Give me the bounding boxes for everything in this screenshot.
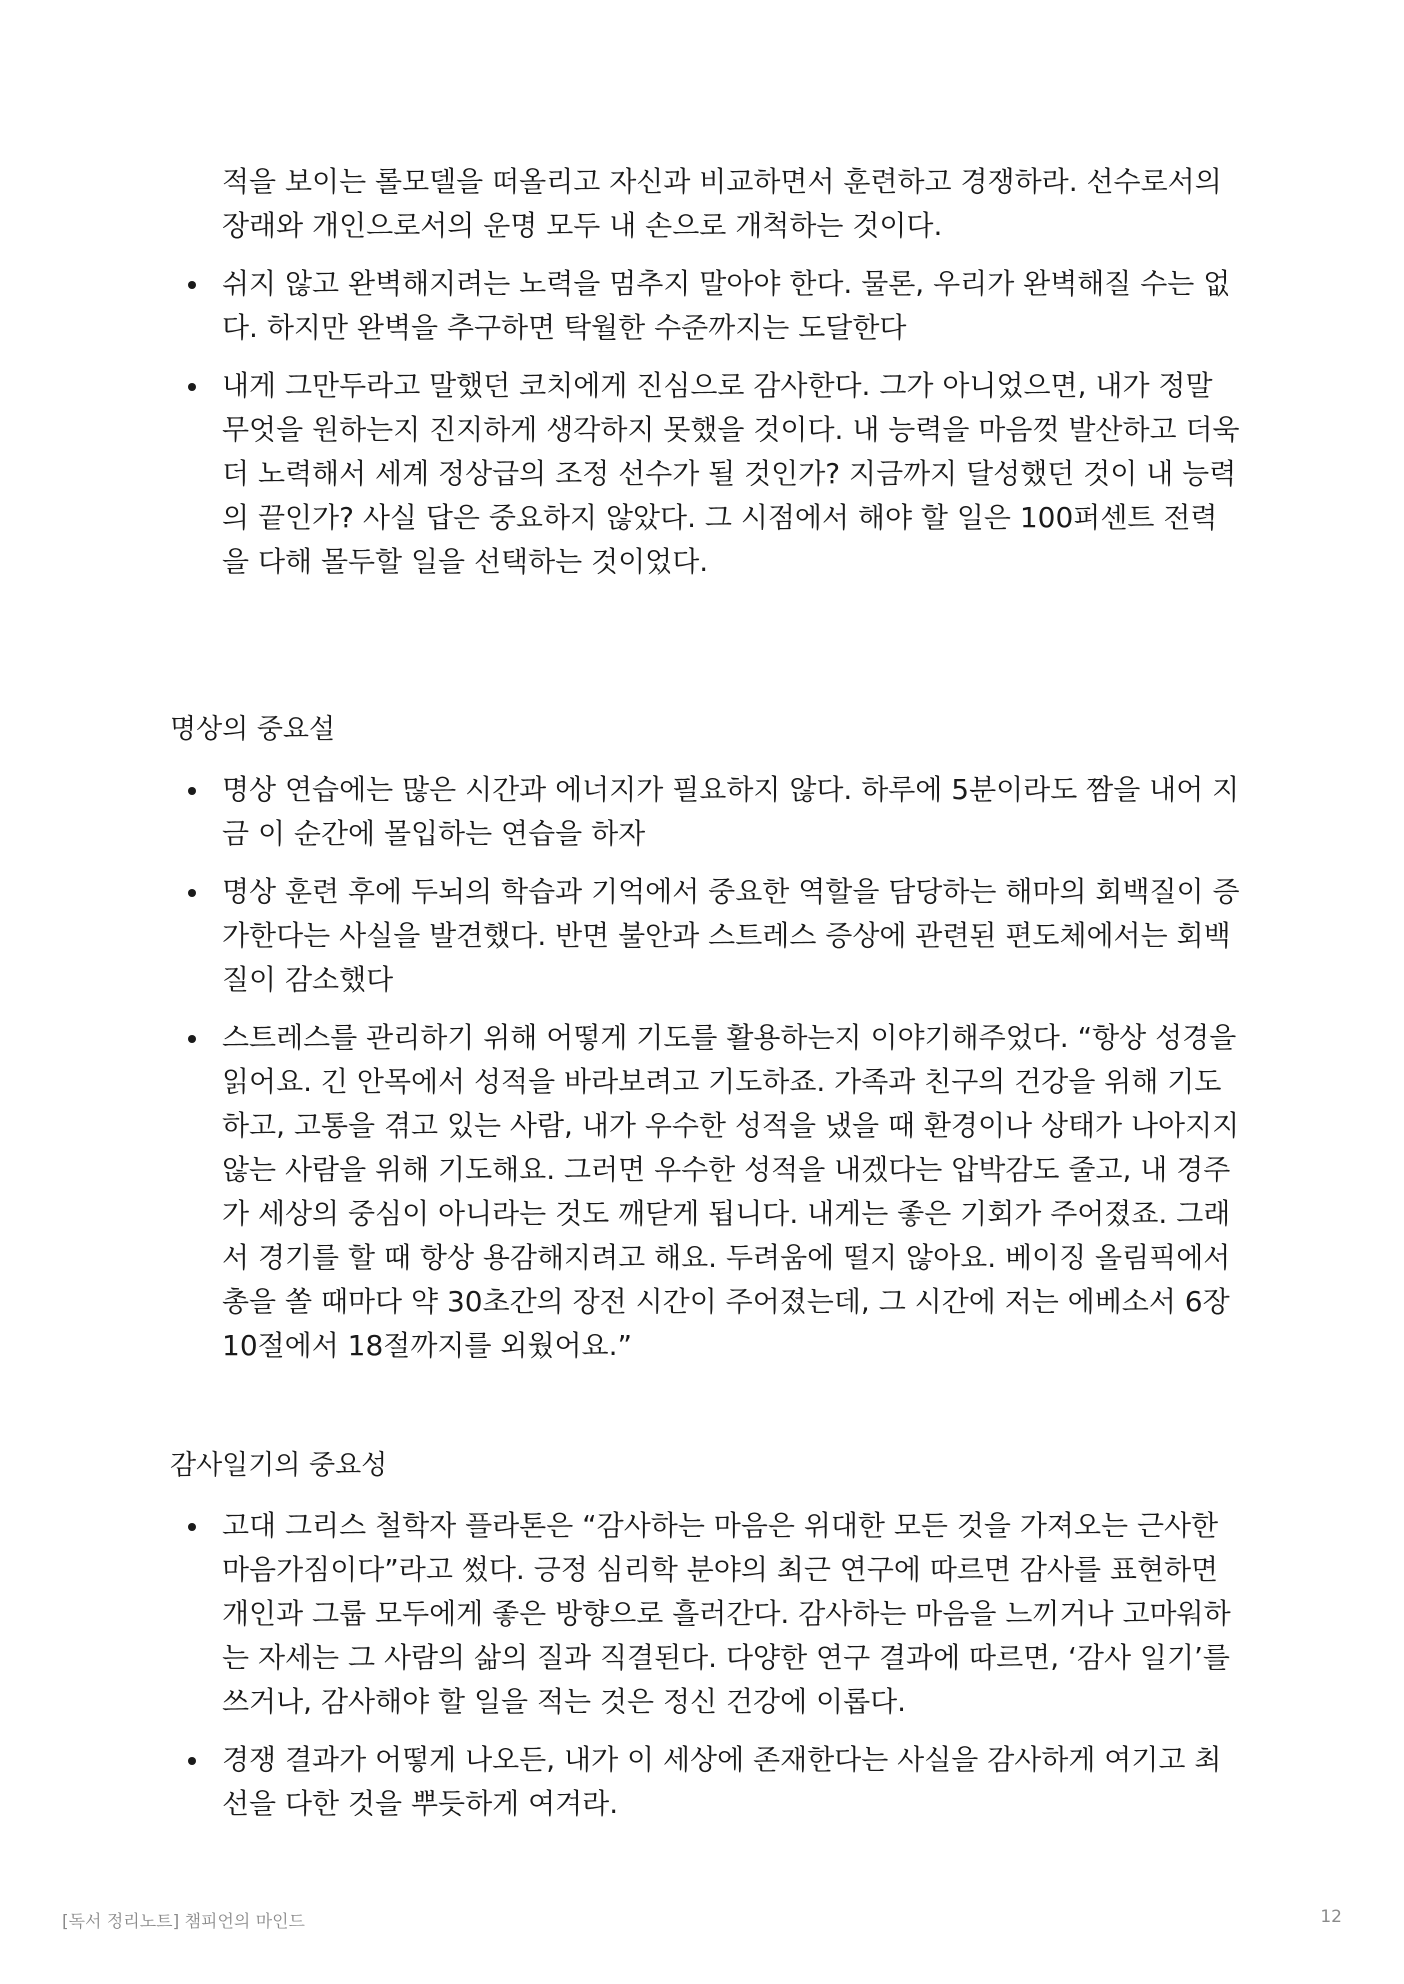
bullet-dot-icon bbox=[188, 1523, 196, 1531]
intro-bullet-list bbox=[170, 262, 1250, 584]
intro-continuation-paragraph: 적을 보이는 롤모델을 떠올리고 자신과 비교하면서 훈련하고 경쟁하라. 선수로서의 장래와 개인으로서의 운명 모두 내 손으로 개척하는 것이다. bbox=[222, 165, 1222, 242]
list-item bbox=[170, 1016, 1242, 1368]
list-item bbox=[170, 768, 1242, 856]
bullet-dot-icon bbox=[188, 1035, 196, 1043]
section-bullet-list bbox=[170, 768, 1250, 1368]
bullet-dot-icon bbox=[188, 889, 196, 897]
list-item-text: 쉬지 않고 완벽해지려는 노력을 멈추지 말아야 한다. 물론, 우리가 완벽해질 수는 없다. 하지만 완벽을 추구하면 탁월한 수준까지는 도달한다 bbox=[222, 267, 1231, 344]
page-number: 12 bbox=[1320, 1907, 1342, 1927]
list-item bbox=[170, 364, 1242, 584]
list-item-text: 스트레스를 관리하기 위해 어떻게 기도를 활용하는지 이야기해주었다. “항상 성경을 읽어요. 긴 안목에서 성적을 바라보려고 기도하죠. 가족과 친구의 건강을 위해 기도하고, 고통을 겪고 있는 사람, 내가 우수한 성적을 냈을 때 환경이나 상태가 나아지지 않는 사람을 위해 기도해요. 그러면 우수한 성적을 내겠다는 압박감도 줄고, 내 경주가 세상의 중심이 아니라는 것도 깨닫게 됩니다. 내게는 좋은 기회가 주어졌죠. 그래서 경기를 할 때 항상 용감해지려고 해요. 두려움에 떨지 않아요. 베이징 올림픽에서 총을 쏠 때마다 약 30초간의 장전 시간이 주어졌는데, 그 시간에 저는 에베소서 6장 10절에서 18절까지를 외웠어요.” bbox=[222, 1021, 1240, 1362]
list-item bbox=[170, 262, 1242, 350]
page-footer bbox=[62, 1907, 1342, 1931]
section-meditation bbox=[170, 708, 1250, 1368]
section-heading: 명상의 중요설 bbox=[170, 714, 336, 745]
page-content bbox=[170, 160, 1250, 1840]
bullet-dot-icon bbox=[188, 281, 196, 289]
list-item-text: 고대 그리스 철학자 플라톤은 “감사하는 마음은 위대한 모든 것을 가져오는 근사한 마음가짐이다”라고 썼다. 긍정 심리학 분야의 최근 연구에 따르면 감사를 표현하면 개인과 그룹 모두에게 좋은 방향으로 흘러간다. 감사하는 마음을 느끼거나 고마워하는 자세는 그 사람의 삶의 질과 직결된다. 다양한 연구 결과에 따르면, ‘감사 일기’를 쓰거나, 감사해야 할 일을 적는 것은 정신 건강에 이롭다. bbox=[222, 1509, 1231, 1718]
list-item-text: 명상 연습에는 많은 시간과 에너지가 필요하지 않다. 하루에 5분이라도 짬을 내어 지금 이 순간에 몰입하는 연습을 하자 bbox=[222, 773, 1240, 850]
list-item-text: 명상 훈련 후에 두뇌의 학습과 기억에서 중요한 역할을 담당하는 해마의 회백질이 증가한다는 사실을 발견했다. 반면 불안과 스트레스 증상에 관련된 편도체에서는 회백질이 감소했다 bbox=[222, 875, 1240, 996]
section-gratitude-journal bbox=[170, 1444, 1250, 1826]
list-item bbox=[170, 870, 1242, 1002]
bullet-dot-icon bbox=[188, 787, 196, 795]
section-heading: 감사일기의 중요성 bbox=[170, 1450, 388, 1481]
list-item bbox=[170, 1738, 1242, 1826]
list-item-text: 내게 그만두라고 말했던 코치에게 진심으로 감사한다. 그가 아니었으면, 내가 정말 무엇을 원하는지 진지하게 생각하지 못했을 것이다. 내 능력을 마음껏 발산하고 더욱더 노력해서 세계 정상급의 조정 선수가 될 것인가? 지금까지 달성했던 것이 내 능력의 끝인가? 사실 답은 중요하지 않았다. 그 시점에서 해야 할 일은 100퍼센트 전력을 다해 몰두할 일을 선택하는 것이었다. bbox=[222, 369, 1240, 578]
footer-title: [독서 정리노트] 챔피언의 마인드 bbox=[62, 1912, 305, 1932]
list-item bbox=[170, 1504, 1242, 1724]
bullet-dot-icon bbox=[188, 1757, 196, 1765]
section-bullet-list bbox=[170, 1504, 1250, 1826]
bullet-dot-icon bbox=[188, 383, 196, 391]
list-item-text: 경쟁 결과가 어떻게 나오든, 내가 이 세상에 존재한다는 사실을 감사하게 여기고 최선을 다한 것을 뿌듯하게 여겨라. bbox=[222, 1743, 1222, 1820]
